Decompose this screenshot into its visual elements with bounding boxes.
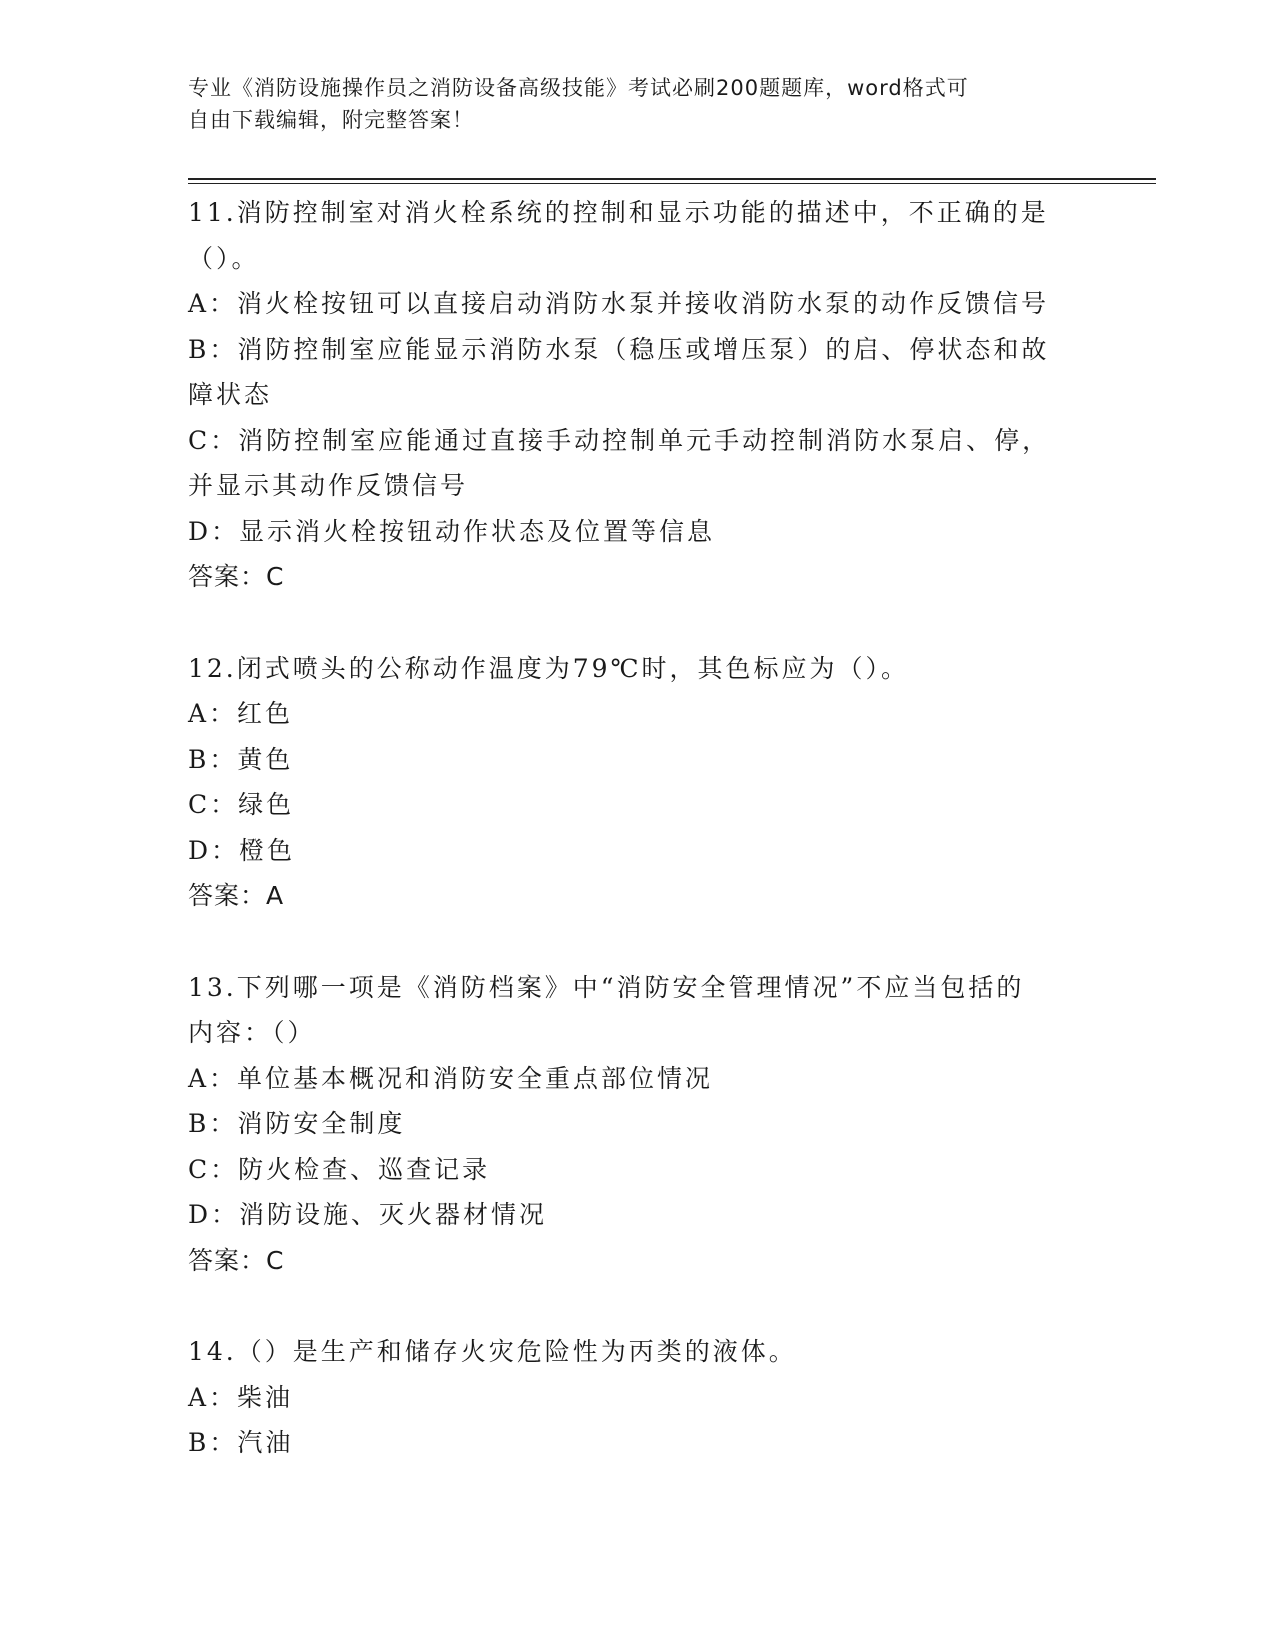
option-b: B：消防控制室应能显示消防水泵（稳压或增压泵）的启、停状态和故 xyxy=(188,334,1050,364)
option-d: D：显示消火栓按钮动作状态及位置等信息 xyxy=(188,516,716,546)
question-14 xyxy=(188,1329,1088,1466)
option-a: A：消火栓按钮可以直接启动消防水泵并接收消防水泵的动作反馈信号 xyxy=(188,289,1050,318)
question-list xyxy=(188,190,1088,1466)
answer: 答案：C xyxy=(188,1245,285,1275)
question-13 xyxy=(188,965,1088,1284)
question-stem-continued: （）。 xyxy=(188,243,260,273)
question-stem: 12.闭式喷头的公称动作温度为79℃时，其色标应为（）。 xyxy=(188,653,910,683)
option-c-continued: 并显示其动作反馈信号 xyxy=(188,471,469,500)
option-b-continued: 障状态 xyxy=(188,380,273,409)
option-c: C：消防控制室应能通过直接手动控制单元手动控制消防水泵启、停， xyxy=(188,425,1051,455)
option-d: D：消防设施、灭火器材情况 xyxy=(188,1200,548,1229)
header-line-2: 自由下载编辑，附完整答案！ xyxy=(188,108,474,132)
option-a: A：柴油 xyxy=(188,1382,294,1412)
header-line-1: 专业《消防设施操作员之消防设备高级技能》考试必刷200题题库，word格式可 xyxy=(188,76,969,100)
option-b: B：消防安全制度 xyxy=(188,1109,406,1138)
document-header xyxy=(188,72,1068,136)
question-spacer xyxy=(188,600,1088,646)
option-b: B：汽油 xyxy=(188,1428,294,1457)
question-stem-continued: 内容：（） xyxy=(188,1018,316,1047)
question-spacer xyxy=(188,1283,1088,1329)
option-a: A：单位基本概况和消防安全重点部位情况 xyxy=(188,1063,714,1093)
question-12 xyxy=(188,646,1088,919)
header-divider xyxy=(188,178,1156,184)
option-c: C：防火检查、巡查记录 xyxy=(188,1154,491,1184)
question-spacer xyxy=(188,919,1088,965)
question-11 xyxy=(188,190,1088,600)
option-b: B：黄色 xyxy=(188,744,294,774)
option-a: A：红色 xyxy=(188,699,294,728)
answer: 答案：C xyxy=(188,562,285,591)
question-stem: 11.消防控制室对消火栓系统的控制和显示功能的描述中，不正确的是 xyxy=(188,198,1049,227)
answer: 答案：A xyxy=(188,881,285,910)
question-stem: 14.（）是生产和储存火灾危险性为丙类的液体。 xyxy=(188,1337,797,1366)
option-c: C：绿色 xyxy=(188,790,295,819)
option-d: D：橙色 xyxy=(188,835,296,865)
question-stem: 13.下列哪一项是《消防档案》中“消防安全管理情况”不应当包括的 xyxy=(188,972,1025,1002)
